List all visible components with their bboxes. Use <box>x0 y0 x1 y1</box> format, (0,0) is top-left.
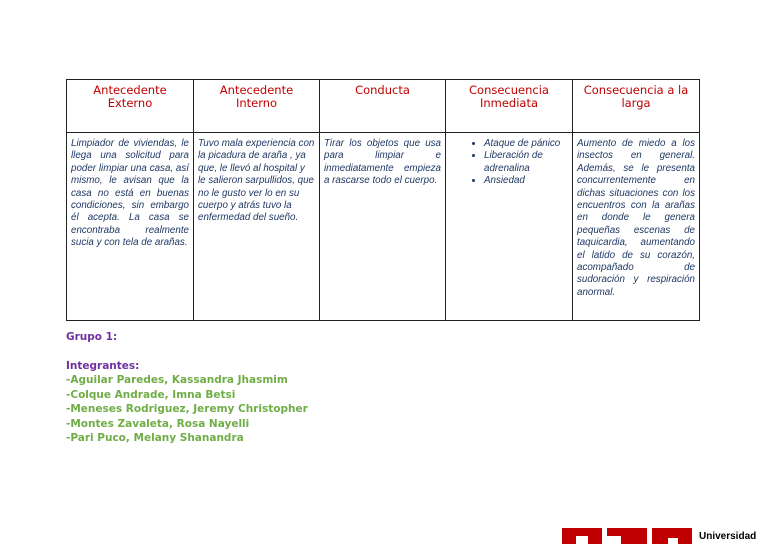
header-label: Consecuencia a la larga <box>583 83 689 110</box>
cell-text: Tuvo mala experiencia con la picadura de araña , ya que, le llevó al hospital y le salieron sarpullidos, que no le gusto ver lo en su cuerpo y atrás tuvo la enfermedad del sueño. <box>198 138 315 224</box>
logo-letter-p-shape <box>652 528 692 544</box>
logo-word: Universidad <box>699 531 757 542</box>
cell-antecedente-externo <box>67 133 194 321</box>
cell-text: Limpiador de viviendas, le llega una solicitud para poder limpiar una casa, así mismo, le avisan que la casa no está en buenas condiciones, sin embargo él acepta. La casa se encontraba realmente sucia y con tela de arañas. <box>71 138 189 249</box>
group-title: Grupo 1: <box>66 331 118 343</box>
member-item: -Montes Zavaleta, Rosa Nayelli <box>66 417 250 430</box>
logo-letter-t-shape <box>607 528 647 544</box>
header-conducta <box>320 80 446 133</box>
logo-letter-u-shape <box>562 528 602 544</box>
consequence-list <box>450 138 568 188</box>
header-antecedente-interno <box>194 80 320 133</box>
table-header-row <box>67 80 700 133</box>
header-label: Conducta <box>355 83 410 97</box>
cell-consecuencia-inmediata <box>446 133 573 321</box>
header-consecuencia-larga <box>573 80 700 133</box>
cell-antecedente-interno <box>194 133 320 321</box>
members-title: Integrantes: <box>66 359 140 372</box>
cell-text: Tirar los objetos que usa para limpiar e inmediatamente empieza a rascarse todo el cuerpo. <box>324 138 441 187</box>
table-row <box>67 133 700 321</box>
header-antecedente-externo <box>67 80 194 133</box>
header-label: Antecedente Externo <box>93 83 167 110</box>
member-item: -Meneses Rodriguez, Jeremy Christopher <box>66 403 308 415</box>
list-item: • Liberación de adrenalina <box>484 150 568 175</box>
cell-text: Aumento de miedo a los insectos en general. Además, se le presenta concurrentemente en dichas situaciones con los encuentros con la arañas en donde le genera pequeñas escenas de taquicardia, aumentando el latido de su corazón, acompañado de sudoración y respiración anormal. <box>577 138 695 298</box>
list-item: • Ansiedad <box>484 175 568 187</box>
utp-logo <box>562 528 756 544</box>
member-item: -Aguilar Paredes, Kassandra Jhasmim <box>66 374 288 386</box>
group-section <box>66 330 308 446</box>
header-consecuencia-inmediata <box>446 80 573 133</box>
member-item: -Colque Andrade, Imna Betsi <box>66 388 236 401</box>
cell-consecuencia-larga <box>573 133 700 321</box>
header-label: Consecuencia Inmediata <box>469 83 549 110</box>
list-item: • Ataque de pánico <box>484 138 568 150</box>
header-label: Antecedente Interno <box>219 83 294 110</box>
abc-table <box>66 79 700 321</box>
member-item: -Pari Puco, Melany Shanandra <box>66 432 244 444</box>
cell-conducta <box>320 133 446 321</box>
